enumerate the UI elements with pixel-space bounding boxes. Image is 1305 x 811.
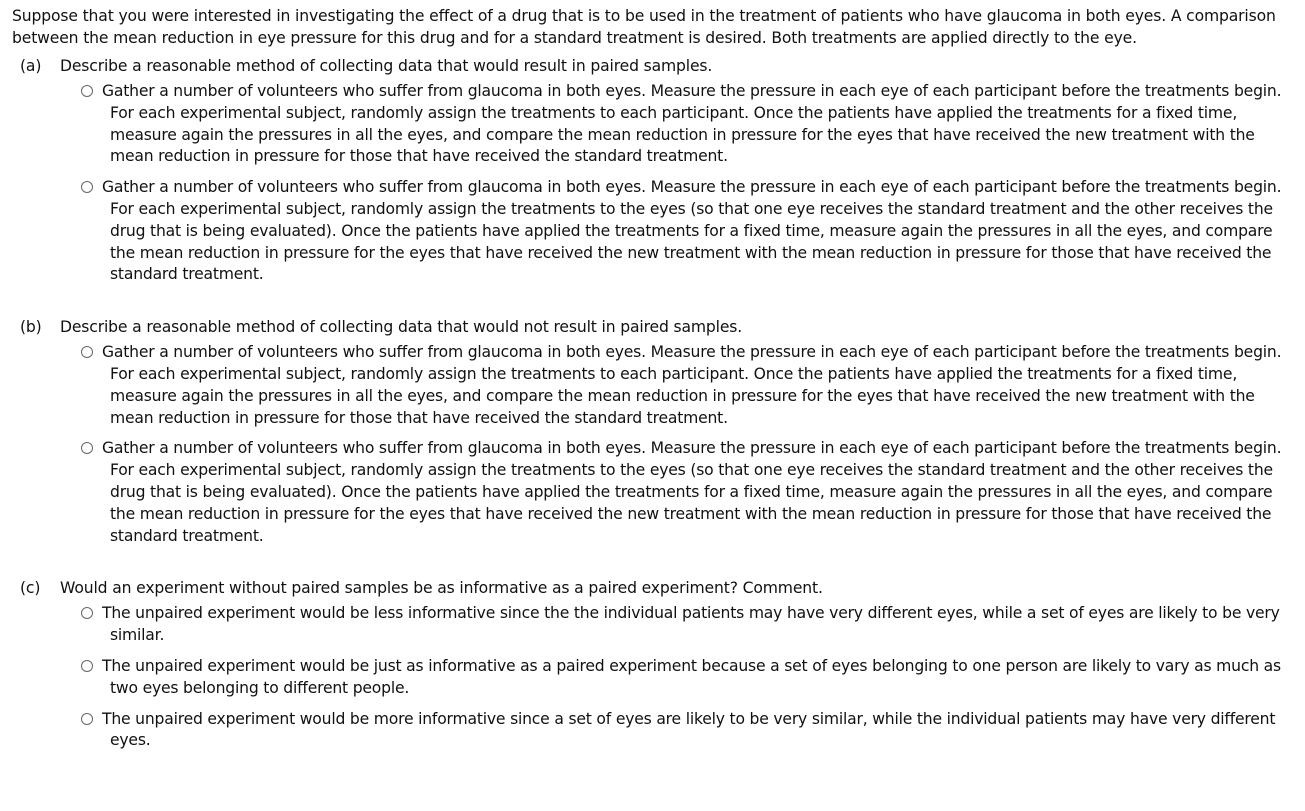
part-a-letter: (a) — [20, 57, 42, 75]
question-intro: Suppose that you were interested in investigating the effect of a drug that is to be used in the treatment of patients who have glaucoma in both eyes. A comparison between the mean reduction in eye pressure for this drug and for a standard treatment is desired. Both treatments are applied directly to the eye. — [12, 7, 1276, 47]
radio-button[interactable] — [81, 85, 93, 97]
part-a — [12, 55, 1293, 286]
part-c — [12, 577, 1293, 752]
option-text: Gather a number of volunteers who suffer from glaucoma in both eyes. Measure the pressure in each eye of each participant before the treatments begin. For each experimental subject, randomly assign the treatments to each participant. Once the patients have applied the treatments for a fixed time, measure again the pressures in all the eyes, and compare the mean reduction in pressure for the eyes that have received the new treatment with the mean reduction in pressure for those that have received the standard treatment. — [102, 343, 1282, 427]
part-c-letter: (c) — [20, 579, 41, 598]
option-text: The unpaired experiment would be more informative since a set of eyes are likely to be very similar, while the individual patients may have very different eyes. — [102, 709, 1276, 750]
part-a-options — [12, 81, 1293, 286]
part-c-option-2[interactable] — [81, 656, 1293, 700]
radio-button[interactable] — [81, 660, 93, 672]
part-c-options — [12, 603, 1293, 752]
part-c-option-1[interactable] — [81, 603, 1293, 647]
radio-button[interactable] — [81, 713, 93, 725]
part-c-option-3[interactable] — [81, 709, 1293, 753]
part-b — [12, 316, 1293, 547]
radio-button[interactable] — [81, 181, 93, 193]
part-b-options — [12, 342, 1293, 547]
part-b-option-2[interactable] — [81, 438, 1293, 547]
part-b-prompt: Describe a reasonable method of collecting data that would not result in paired samples. — [60, 318, 743, 337]
option-text: Gather a number of volunteers who suffer from glaucoma in both eyes. Measure the pressure in each eye of each participant before the treatments begin. For each experimental subject, randomly assign the treatments to the eyes (so that one eye receives the standard treatment and the other receives the drug that is being evaluated). Once the patients have applied the treatments for a fixed time, measure again the pressures in all the eyes, and compare the mean reduction in pressure for the eyes that have received the new treatment with the mean reduction in pressure for those that have received the standard treatment. — [102, 178, 1282, 284]
part-a-option-1[interactable] — [81, 81, 1293, 168]
radio-button[interactable] — [81, 346, 93, 358]
part-b-header — [12, 316, 1293, 338]
radio-button[interactable] — [81, 607, 93, 619]
option-text: The unpaired experiment would be less informative since the the individual patients may have very different eyes, while a set of eyes are likely to be very similar. — [102, 604, 1280, 645]
part-c-header — [12, 577, 1293, 599]
part-a-option-2[interactable] — [81, 177, 1293, 286]
radio-button[interactable] — [81, 442, 93, 454]
part-a-prompt: Describe a reasonable method of collecting data that would result in paired samples. — [60, 57, 713, 75]
part-c-prompt: Would an experiment without paired samples be as informative as a paired experiment? Comment. — [60, 579, 823, 598]
part-a-header — [12, 55, 1293, 77]
option-text: Gather a number of volunteers who suffer from glaucoma in both eyes. Measure the pressure in each eye of each participant before the treatments begin. For each experimental subject, randomly assign the treatments to the eyes (so that one eye receives the standard treatment and the other receives the drug that is being evaluated). Once the patients have applied the treatments for a fixed time, measure again the pressures in all the eyes, and compare the mean reduction in pressure for the eyes that have received the new treatment with the mean reduction in pressure for those that have received the standard treatment. — [102, 439, 1282, 545]
part-b-letter: (b) — [20, 318, 42, 337]
part-b-option-1[interactable] — [81, 342, 1293, 429]
option-text: Gather a number of volunteers who suffer from glaucoma in both eyes. Measure the pressure in each eye of each participant before the treatments begin. For each experimental subject, randomly assign the treatments to each participant. Once the patients have applied the treatments for a fixed time, measure again the pressures in all the eyes, and compare the mean reduction in pressure for the eyes that have received the new treatment with the mean reduction in pressure for those that have received the standard treatment. — [102, 82, 1282, 166]
option-text: The unpaired experiment would be just as informative as a paired experiment because a set of eyes belonging to one person are likely to vary as much as two eyes belonging to different people. — [102, 656, 1281, 697]
